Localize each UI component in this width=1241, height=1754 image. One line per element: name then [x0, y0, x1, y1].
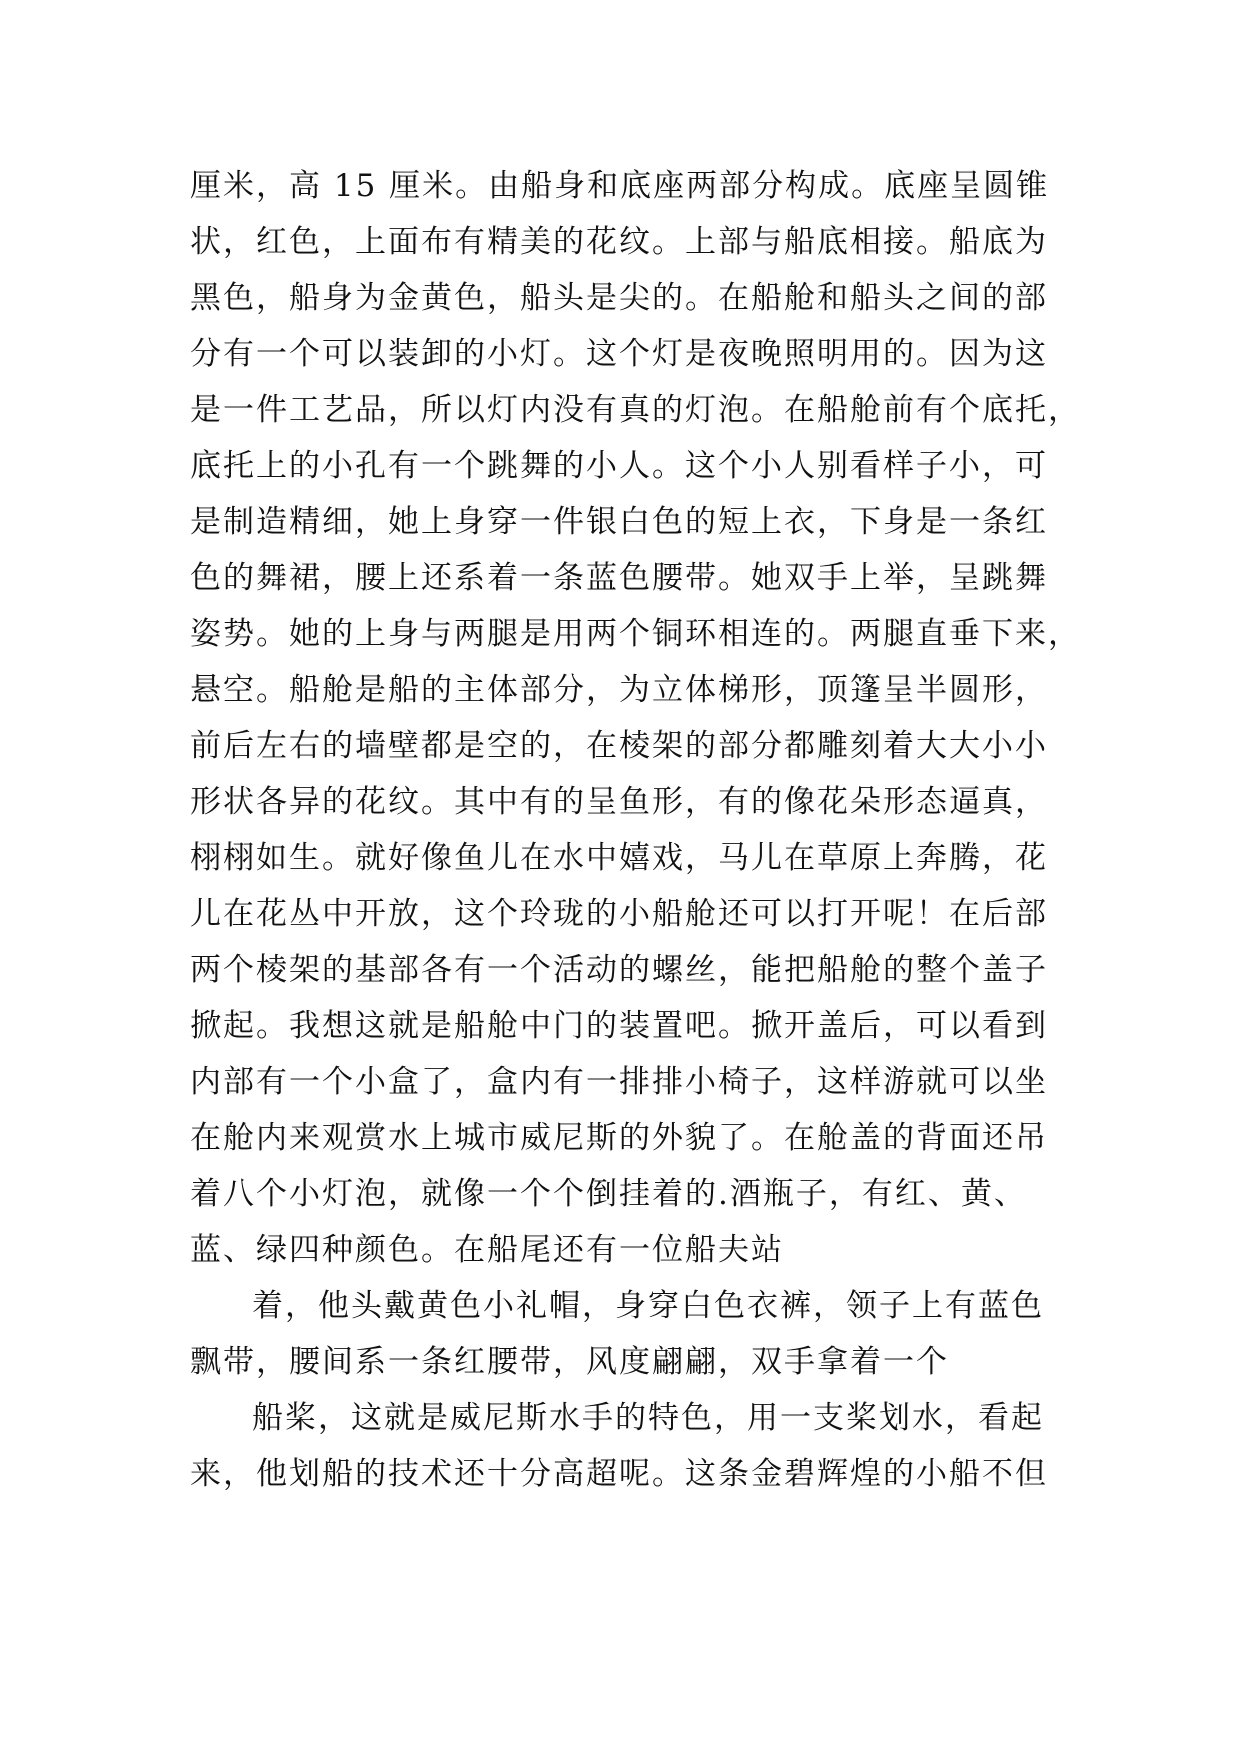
text-line: 状，红色，上面布有精美的花纹。上部与船底相接。船底为 [190, 224, 1048, 260]
text-line: 儿在花丛中开放，这个玲珑的小船舱还可以打开呢！在后部 [190, 896, 1048, 932]
text-line: 蓝、绿四种颜色。在船尾还有一位船夫站 [190, 1232, 784, 1268]
text-line: 着八个小灯泡，就像一个个倒挂着的.酒瓶子，有红、黄、 [190, 1176, 1027, 1212]
text-line: 在舱内来观赏水上城市威尼斯的外貌了。在舱盖的背面还吊 [190, 1120, 1048, 1156]
text-line: 分有一个可以装卸的小灯。这个灯是夜晚照明用的。因为这 [190, 336, 1048, 372]
text-line: 色的舞裙，腰上还系着一条蓝色腰带。她双手上举，呈跳舞 [190, 560, 1048, 596]
text-line: 形状各异的花纹。其中有的呈鱼形，有的像花朵形态逼真， [190, 784, 1048, 820]
text-line: 来，他划船的技术还十分高超呢。这条金碧辉煌的小船不但 [190, 1456, 1048, 1492]
body-text [190, 158, 1081, 1502]
paragraph-start-line: 船桨，这就是威尼斯水手的特色，用一支桨划水，看起 [252, 1400, 1044, 1436]
text-line: 厘米，高 15 厘米。由船身和底座两部分构成。底座呈圆锥 [190, 168, 1050, 204]
text-line: 姿势。她的上身与两腿是用两个铜环相连的。两腿直垂下来， [190, 616, 1081, 652]
text-line: 两个棱架的基部各有一个活动的螺丝，能把船舱的整个盖子 [190, 952, 1048, 988]
text-line: 是制造精细，她上身穿一件银白色的短上衣，下身是一条红 [190, 504, 1048, 540]
text-line: 飘带，腰间系一条红腰带，风度翩翩，双手拿着一个 [190, 1344, 949, 1380]
text-line: 内部有一个小盒了，盒内有一排排小椅子，这样游就可以坐 [190, 1064, 1048, 1100]
text-line: 黑色，船身为金黄色，船头是尖的。在船舱和船头之间的部 [190, 280, 1048, 316]
paragraph-start-line: 着，他头戴黄色小礼帽，身穿白色衣裤，领子上有蓝色 [252, 1288, 1044, 1324]
text-line: 是一件工艺品，所以灯内没有真的灯泡。在船舱前有个底托， [190, 392, 1081, 428]
text-line: 掀起。我想这就是船舱中门的装置吧。掀开盖后，可以看到 [190, 1008, 1048, 1044]
text-line: 悬空。船舱是船的主体部分，为立体梯形，顶篷呈半圆形， [190, 672, 1048, 708]
text-line: 底托上的小孔有一个跳舞的小人。这个小人别看样子小，可 [190, 448, 1048, 484]
text-line: 前后左右的墙壁都是空的，在棱架的部分都雕刻着大大小小 [190, 728, 1048, 764]
text-line: 栩栩如生。就好像鱼儿在水中嬉戏，马儿在草原上奔腾，花 [190, 840, 1048, 876]
